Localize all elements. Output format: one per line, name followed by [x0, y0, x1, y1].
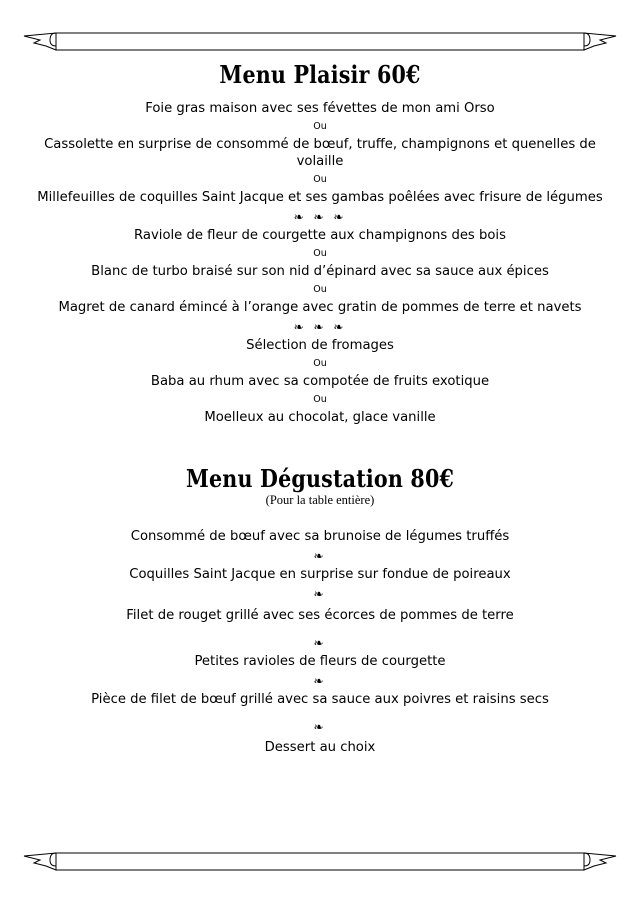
tasting-course: Petites ravioles de fleurs de courgette — [194, 654, 446, 669]
or-label: Ou — [313, 121, 327, 132]
dish-option: Blanc de turbo braisé sur son nid d’épinard avec sa sauce aux épices — [91, 264, 549, 279]
menu-plaisir-title: Menu Plaisir 60€ — [219, 60, 421, 89]
scroll-banner-bottom-icon — [0, 848, 640, 874]
or-label: Ou — [313, 284, 327, 295]
tasting-course: Filet de rouget grillé avec ses écorces de pommes de terre — [126, 608, 514, 623]
floral-heart-separator-icon: ❧ — [313, 549, 327, 563]
dish-option: Baba au rhum avec sa compotée de fruits exotique — [150, 374, 490, 389]
tasting-course: Dessert au choix — [264, 740, 376, 755]
dish-option: Sélection de fromages — [246, 338, 394, 353]
floral-heart-separator-icon: ❧ — [313, 674, 327, 688]
floral-heart-separator-icon: ❧ ❧ ❧ — [293, 210, 347, 224]
floral-heart-separator-icon: ❧ ❧ ❧ — [293, 320, 347, 334]
dish-option: Raviole de fleur de courgette aux champignons des bois — [134, 228, 506, 243]
scroll-banner-top-icon — [0, 28, 640, 54]
dish-option: Millefeuilles de coquilles Saint Jacque et ses gambas poêlées avec frisure de légumes — [37, 190, 603, 205]
dish-option: Foie gras maison avec ses févettes de mon ami Orso — [145, 101, 495, 116]
dish-option: Cassolette en surprise de consommé de bœuf, truffe, champignons et quenelles de volaille — [44, 137, 596, 169]
menu-degustation-subtitle: (Pour la table entière) — [265, 493, 375, 507]
tasting-course: Pièce de filet de bœuf grillé avec sa sauce aux poivres et raisins secs — [91, 692, 549, 707]
dish-option: Moelleux au chocolat, glace vanille — [204, 410, 436, 425]
menu-degustation-title: Menu Dégustation 80€ — [185, 464, 455, 493]
or-label: Ou — [313, 248, 327, 259]
floral-heart-separator-icon: ❧ — [313, 587, 327, 601]
tasting-course: Consommé de bœuf avec sa brunoise de légumes truffés — [130, 529, 510, 544]
floral-heart-separator-icon: ❧ — [313, 720, 327, 734]
tasting-course: Coquilles Saint Jacque en surprise sur fondue de poireaux — [129, 567, 511, 582]
dish-option: Magret de canard émincé à l’orange avec gratin de pommes de terre et navets — [58, 300, 582, 315]
or-label: Ou — [313, 394, 327, 405]
or-label: Ou — [313, 174, 327, 185]
floral-heart-separator-icon: ❧ — [313, 636, 327, 650]
or-label: Ou — [313, 358, 327, 369]
